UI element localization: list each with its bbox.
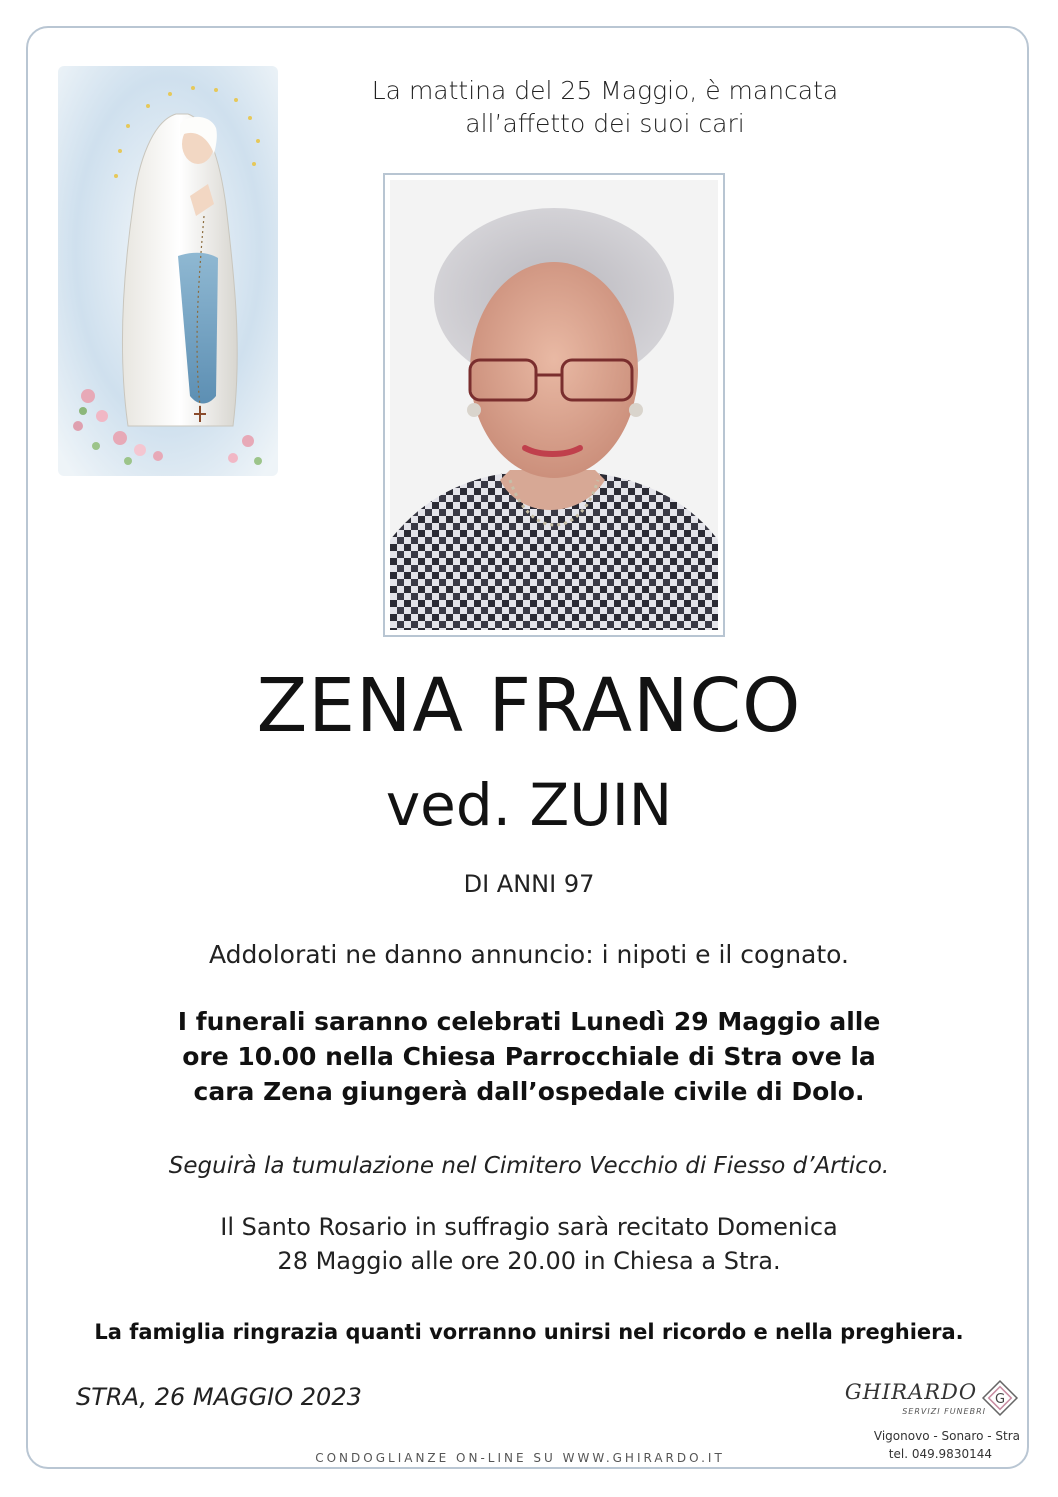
family-thanks: La famiglia ringrazia quanti vorranno unirsi nel ricordo e nella preghiera. <box>94 1320 964 1344</box>
deceased-spouse: ved. ZUIN <box>385 771 673 839</box>
burial-text: Seguirà la tumulazione nel Cimitero Vecchio di Fiesso d’Artico. <box>168 1153 890 1179</box>
rosary-line-2: 28 Maggio alle ore 20.00 in Chiesa a Stra. <box>277 1247 781 1275</box>
intro-text <box>290 74 920 140</box>
intro-line-1: La mattina del 25 Maggio, è mancata <box>371 76 839 105</box>
deceased-name: ZENA FRANCO <box>256 663 802 749</box>
company-logo-icon <box>980 1378 1020 1418</box>
announcement-text: Addolorati ne danno annuncio: i nipoti e il cognato. <box>209 940 849 969</box>
madonna-image <box>58 66 278 476</box>
funeral-line-2: ore 10.00 nella Chiesa Parrocchiale di Stra ove la <box>182 1042 876 1071</box>
funeral-line-1: I funerali saranno celebrati Lunedì 29 Maggio alle <box>177 1007 881 1036</box>
company-phone: tel. 049.9830144 <box>888 1447 992 1461</box>
rosary-text <box>80 1210 978 1278</box>
deceased-age: DI ANNI 97 <box>463 870 595 898</box>
portrait-photo <box>390 180 718 630</box>
company-logo-letter: G <box>994 1392 1006 1407</box>
funeral-company <box>830 1376 1030 1466</box>
company-name: GHIRARDO <box>844 1380 978 1404</box>
funeral-details <box>80 1004 978 1109</box>
date-place: STRA, 26 MAGGIO 2023 <box>76 1383 362 1411</box>
funeral-line-3: cara Zena giungerà dall’ospedale civile di Dolo. <box>193 1077 865 1106</box>
online-condolences-link[interactable]: CONDOGLIANZE ON-LINE SU WWW.GHIRARDO.IT <box>315 1451 725 1465</box>
company-subtitle: SERVIZI FUNEBRI <box>902 1407 986 1416</box>
company-places: Vigonovo - Sonaro - Stra <box>873 1429 1020 1443</box>
intro-line-2: all’affetto dei suoi cari <box>465 109 745 138</box>
rosary-line-1: Il Santo Rosario in suffragio sarà recitato Domenica <box>220 1213 838 1241</box>
portrait-frame <box>383 173 725 637</box>
